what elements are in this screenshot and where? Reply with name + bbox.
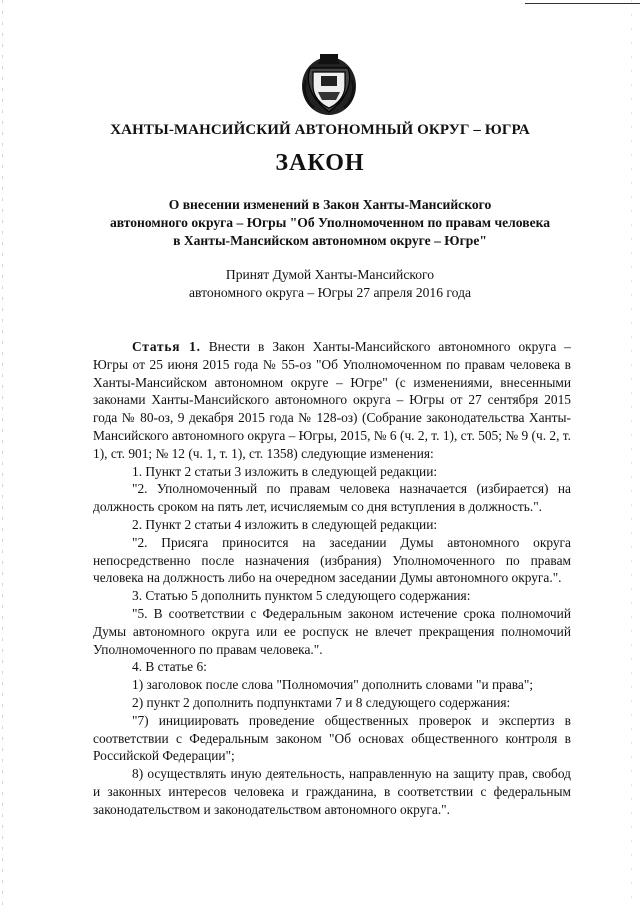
law-subject — [90, 196, 570, 250]
article-intro-text: Внести в Закон Ханты-Мансийского автономного округа – Югры от 25 июня 2015 года № 55-оз "Об Уполномоченном по правам человека в Ханты-Мансийском автономном округе – Югре" (с изменениями, внесенными законами Ханты-Мансийского автономного округа – Югры от 27 сентября 2015 года № 80-оз, 9 декабря 2015 года № 128-оз) (Собрание законодательства Ханты-Мансийского автономного округа – Югры, 2015, № 6 (ч. 2, т. 1), ст. 505; № 9 (ч. 2, т. 1), ст. 901; № 12 (ч. 1, т. 1), ст. 1358) следующие изменения: — [93, 339, 572, 461]
paragraph: "2. Присяга приносится на заседании Думы автономного округа непосредственно после назначения (избрания) Уполномоченного по правам человека на должность либо на очередном заседании Думы автономного округа.". — [93, 534, 571, 586]
article-body — [93, 338, 571, 819]
law-subject-line: О внесении изменений в Закон Ханты-Мансийского — [168, 197, 492, 212]
paragraph: 1. Пункт 2 статьи 3 изложить в следующей редакции: — [132, 463, 438, 479]
paragraph: 2) пункт 2 дополнить подпунктами 7 и 8 следующего содержания: — [132, 694, 511, 710]
paragraph: "2. Уполномоченный по правам человека назначается (избирается) на должность сроком на пять лет, исчисляемым со дня вступления в должность.". — [93, 481, 571, 515]
adoption-line: автономного округа – Югры 27 апреля 2016 года — [188, 285, 472, 300]
law-subject-line: автономного округа – Югры "Об Уполномоченном по правам человека — [109, 215, 551, 230]
adoption-line: Принят Думой Ханты-Мансийского — [225, 267, 435, 282]
paragraph: "5. В соответствии с Федеральным законом истечение срока полномочий Думы автономного округа или ее роспуск не влечет прекращения полномочий Уполномоченного по правам человека.". — [93, 605, 571, 657]
article-label: Статья 1. — [132, 339, 201, 354]
paragraph: 8) осуществлять иную деятельность, направленную на защиту прав, свобод и законных интересов человека и гражданина, в соответствии с федеральным законодательством и законодательством автономного округа.". — [93, 766, 571, 817]
paragraph: 2. Пункт 2 статьи 4 изложить в следующей редакции: — [132, 516, 438, 532]
law-subject-line: в Ханты-Мансийском автономном округе – Югре" — [173, 233, 487, 248]
paragraph: 1) заголовок после слова "Полномочия" дополнить словами "и права"; — [132, 677, 534, 693]
document-type: ЗАКОН — [275, 150, 365, 176]
paragraph: "7) инициировать проведение общественных проверок и экспертиз в соответствии с Федеральным законом "Об основах общественного контроля в Российской Федерации"; — [93, 712, 571, 764]
region-title: ХАНТЫ-МАНСИЙСКИЙ АВТОНОМНЫЙ ОКРУГ – ЮГРА — [110, 122, 530, 138]
top-rule — [525, 3, 640, 4]
coat-of-arms-icon — [300, 50, 358, 116]
paragraph: 4. В статье 6: — [132, 659, 207, 675]
adoption-note — [120, 266, 540, 302]
paragraph: 3. Статью 5 дополнить пунктом 5 следующего содержания: — [132, 588, 471, 604]
article-intro — [93, 338, 571, 463]
